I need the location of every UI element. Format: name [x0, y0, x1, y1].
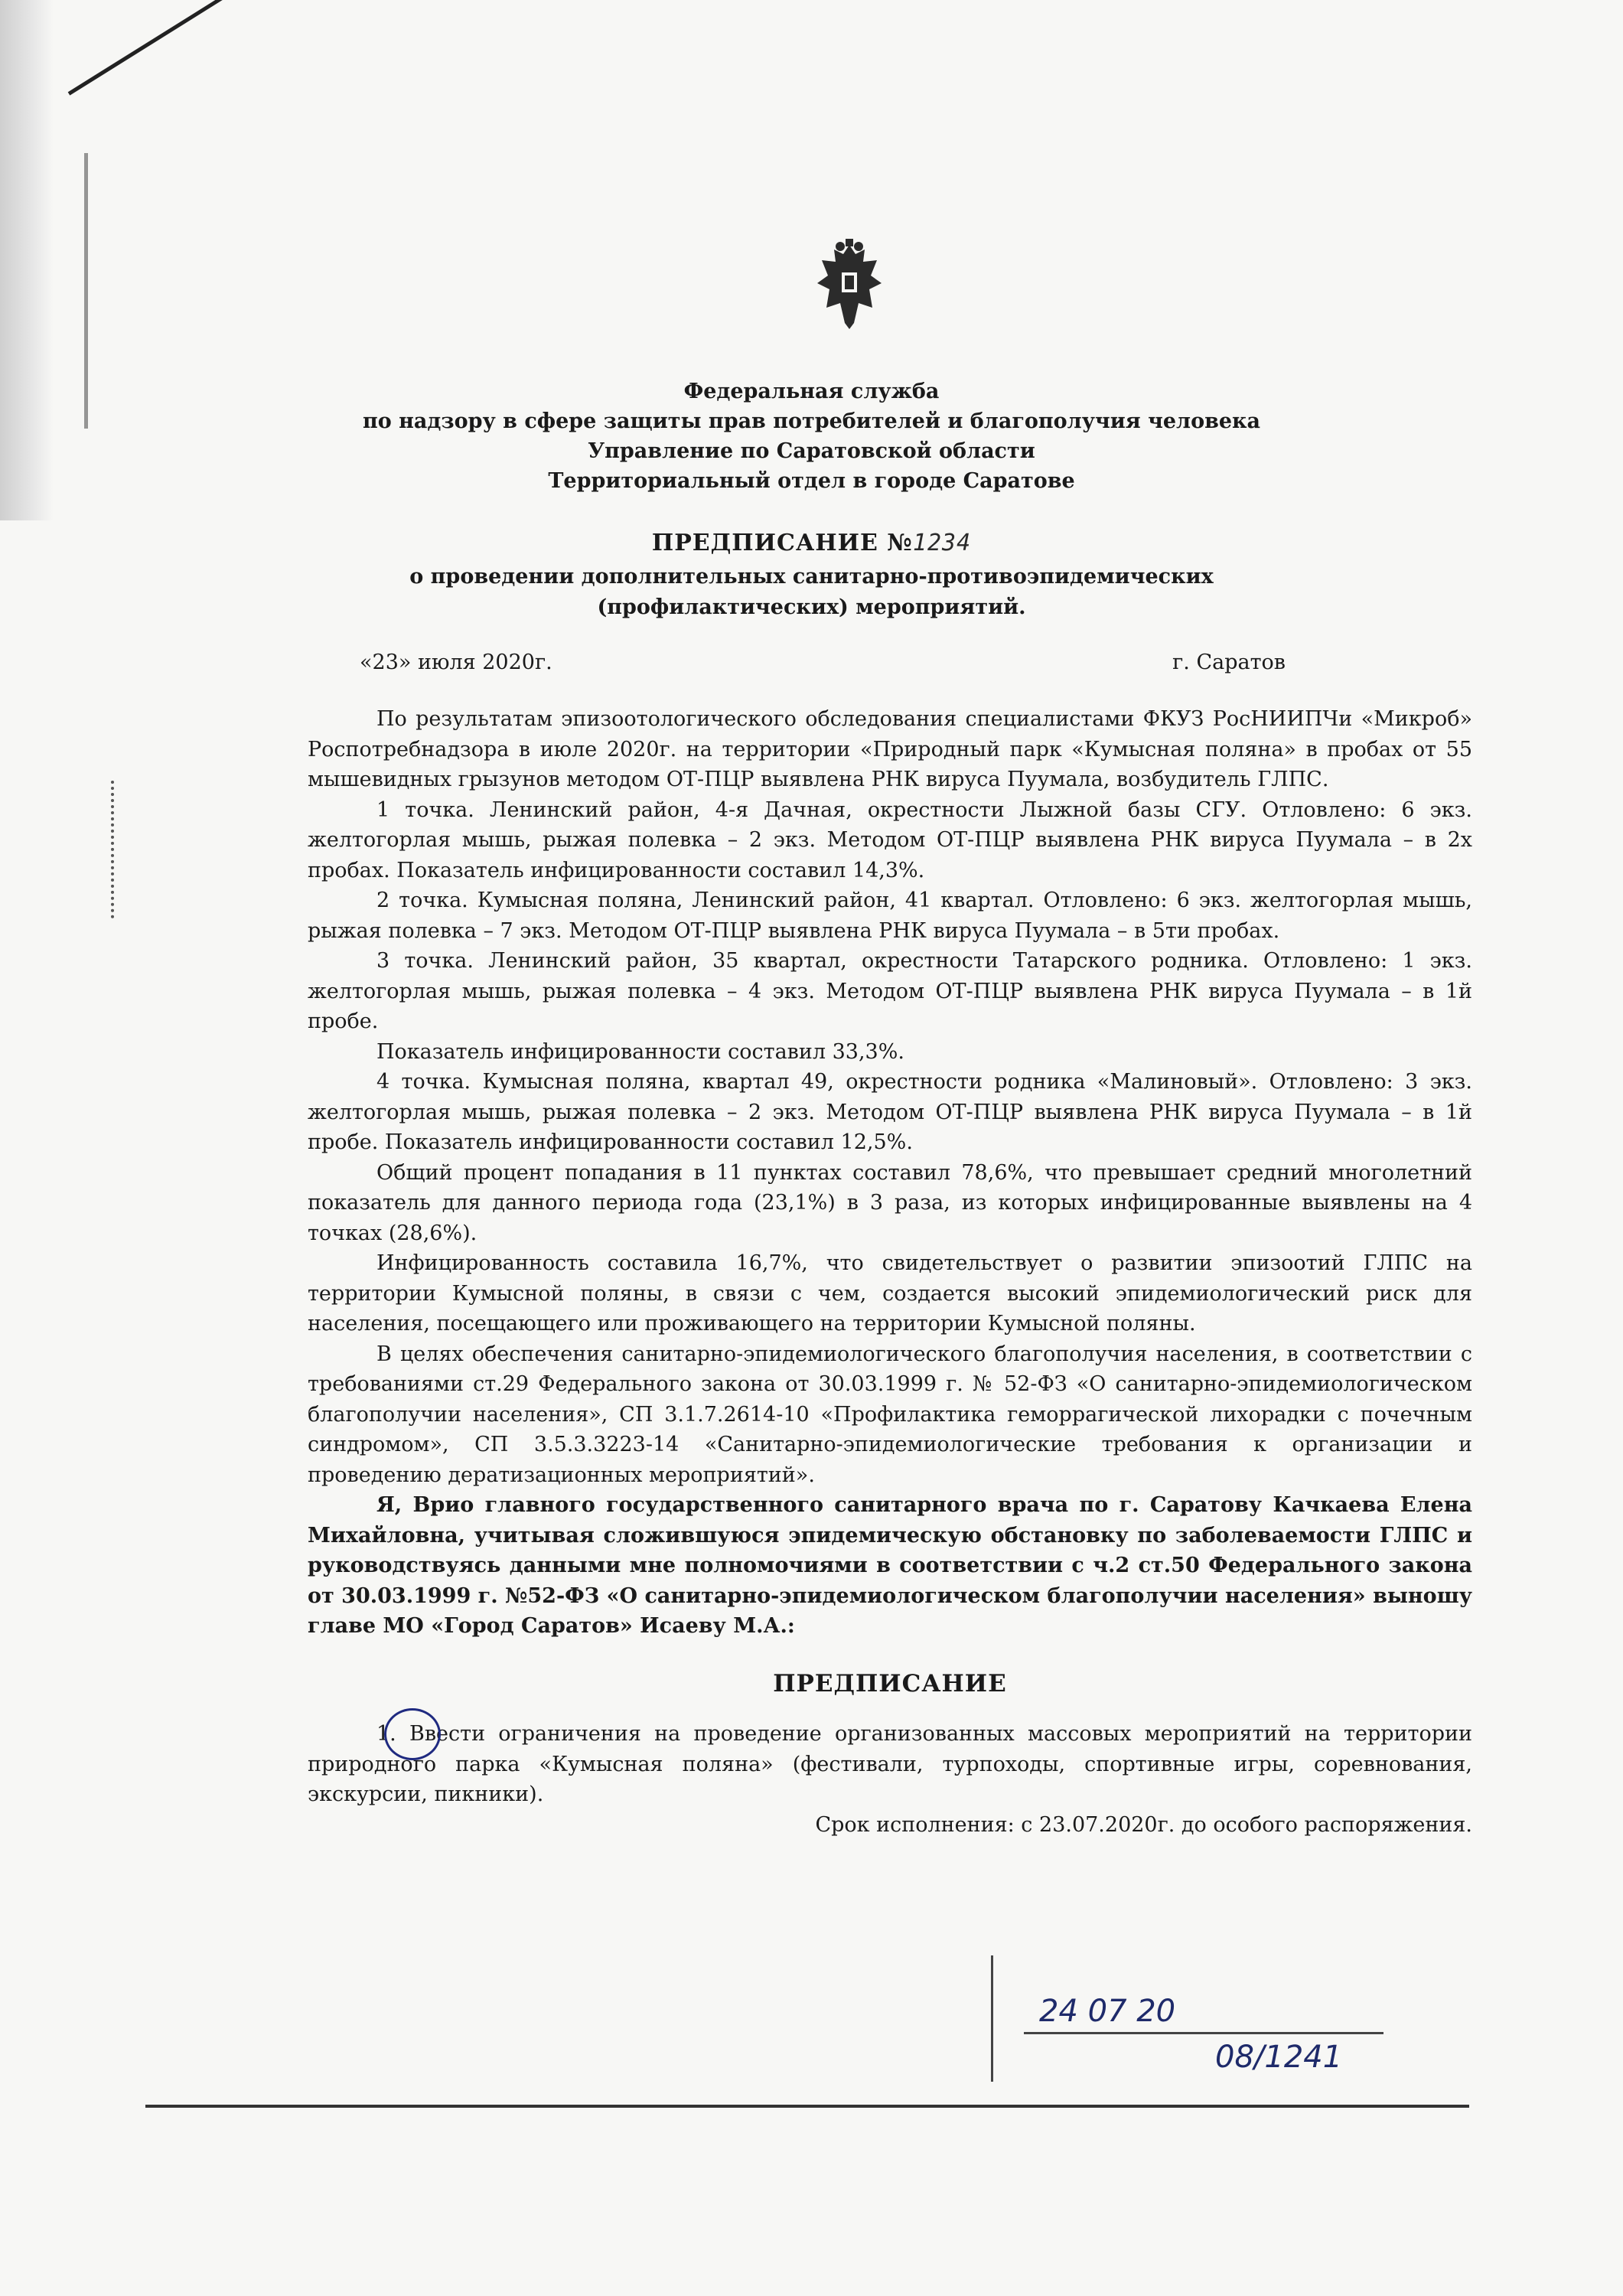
agency-line-1: Федеральная служба: [683, 380, 940, 403]
paragraph-point-4: 4 точка. Кумысная поляна, квартал 49, окрестности родника «Малиновый». Отловлено: 3 экз. желтогорлая мышь, рыжая полевка – 2 экз. Методом ОТ-ПЦР выявлена РНК вируса Пуумала – в 1й пробе. Показатель инфицированности составил 12,5%.: [308, 1070, 1472, 1154]
order-subtitle-line-2: (профилактических) мероприятий.: [597, 595, 1026, 619]
order-date: «23» июля 2020г.: [360, 651, 552, 674]
order-subtitle: [0, 562, 1623, 623]
registration-stamp: [991, 1955, 1391, 2082]
deadline: Срок исполнения: с 23.07.2020г. до особого распоряжения.: [815, 1812, 1472, 1837]
scan-corner-line: [68, 0, 226, 96]
agency-line-2: по надзору в сфере защиты прав потребителей и благополучия человека: [362, 409, 1261, 433]
stamp-date-handwritten: 24 07 20: [1039, 1994, 1176, 2029]
document-body: [308, 704, 1472, 1840]
decree-heading: ПРЕДПИСАНИЕ: [773, 1669, 1007, 1698]
order-title: [0, 528, 1623, 559]
agency-header: [0, 377, 1623, 496]
paragraph-total: Общий процент попадания в 11 пунктах составил 78,6%, что превышает средний многолетний показатель для данного периода года (23,1%) в 3 раза, из которых инфицированные выявлены на 4 точках (28,6%).: [308, 1160, 1472, 1245]
handwritten-circle-mark: [384, 1708, 441, 1760]
scan-dots: [111, 781, 119, 918]
order-title-prefix: ПРЕДПИСАНИЕ №: [651, 530, 913, 556]
decree-item-1-text: Ввести ограничения на проведение организованных массовых мероприятий на территории природного парка «Кумысная поляна» (фестивали, турпоходы, спортивные игры, соревнования, экскурсии, пикники).: [308, 1722, 1472, 1806]
stamp-number-handwritten: 08/1241: [1215, 2040, 1343, 2075]
agency-line-3: Управление по Саратовской области: [588, 439, 1035, 463]
bottom-rule: [145, 2105, 1469, 2108]
paragraph-infection-rate: Показатель инфицированности составил 33,3%.: [376, 1039, 904, 1064]
stamp-line: [1024, 2032, 1383, 2034]
paragraph-point-2: 2 точка. Кумысная поляна, Ленинский район, 41 квартал. Отловлено: 6 экз. желтогорлая мышь, рыжая полевка – 7 экз. Методом ОТ-ПЦР выявлена РНК вируса Пуумала – в 5ти пробах.: [308, 889, 1472, 943]
decree-item-1: [308, 1719, 1472, 1810]
paragraph-point-1: 1 точка. Ленинский район, 4-я Дачная, окрестности Лыжной базы СГУ. Отловлено: 6 экз. желтогорлая мышь, рыжая полевка – 2 экз. Методом ОТ-ПЦР выявлена РНК вируса Пуумала – в 2х пробах. Показатель инфицированности составил 14,3%.: [308, 797, 1472, 882]
order-number: 1234: [912, 530, 972, 556]
coat-of-arms-emblem: [811, 239, 888, 334]
decree-item-1-number: 1.: [376, 1722, 396, 1746]
paragraph-intro: По результатам эпизоотологического обследования специалистами ФКУЗ РосНИИПЧи «Микроб» Роспотребнадзора в июле 2020г. на территории «Природный парк «Кумысная поляна» в пробах от 55 мышевидных грызунов методом ОТ-ПЦР выявлена РНК вируса Пуумала, возбудитель ГЛПС.: [308, 707, 1472, 791]
agency-line-4: Территориальный отдел в городе Саратове: [548, 469, 1075, 493]
order-subtitle-line-1: о проведении дополнительных санитарно-противоэпидемических: [409, 565, 1214, 589]
paragraph-point-3: 3 точка. Ленинский район, 35 квартал, окрестности Татарского родника. Отловлено: 1 экз. желтогорлая мышь, рыжая полевка – 4 экз. Методом ОТ-ПЦР выявлена РНК вируса Пуумала – в 1й пробе.: [308, 949, 1472, 1033]
order-city: г. Саратов: [1172, 651, 1286, 674]
paragraph-legal-basis: В целях обеспечения санитарно-эпидемиологического благополучия населения, в соответствии с требованиями ст.29 Федерального закона от 30.03.1999 г. № 52-ФЗ «О санитарно-эпидемиологическом благополучии населения», СП 3.1.7.2614-10 «Профилактика геморрагической лихорадки с почечным синдромом», СП 3.5.3.3223-14 «Санитарно-эпидемиологические требования к организации и проведению дератизационных мероприятий».: [308, 1342, 1472, 1487]
paragraph-decree-intro: Я, Врио главного государственного санитарного врача по г. Саратову Качкаева Елена Михайловна, учитывая сложившуюся эпидемическую обстановку по заболеваемости ГЛПС и руководствуясь данными мне полномочиями в соответствии с ч.2 ст.50 Федерального закона от 30.03.1999 г. №52-ФЗ «О санитарно-эпидемиологическом благополучии населения» выношу главе МО «Город Саратов» Исаеву М.А.:: [308, 1493, 1472, 1638]
paragraph-risk: Инфицированность составила 16,7%, что свидетельствует о развитии эпизоотий ГЛПС на территории Кумысной поляны, в связи с чем, создается высокий эпидемиологический риск для населения, посещающего или проживающего на территории Кумысной поляны.: [308, 1251, 1472, 1336]
